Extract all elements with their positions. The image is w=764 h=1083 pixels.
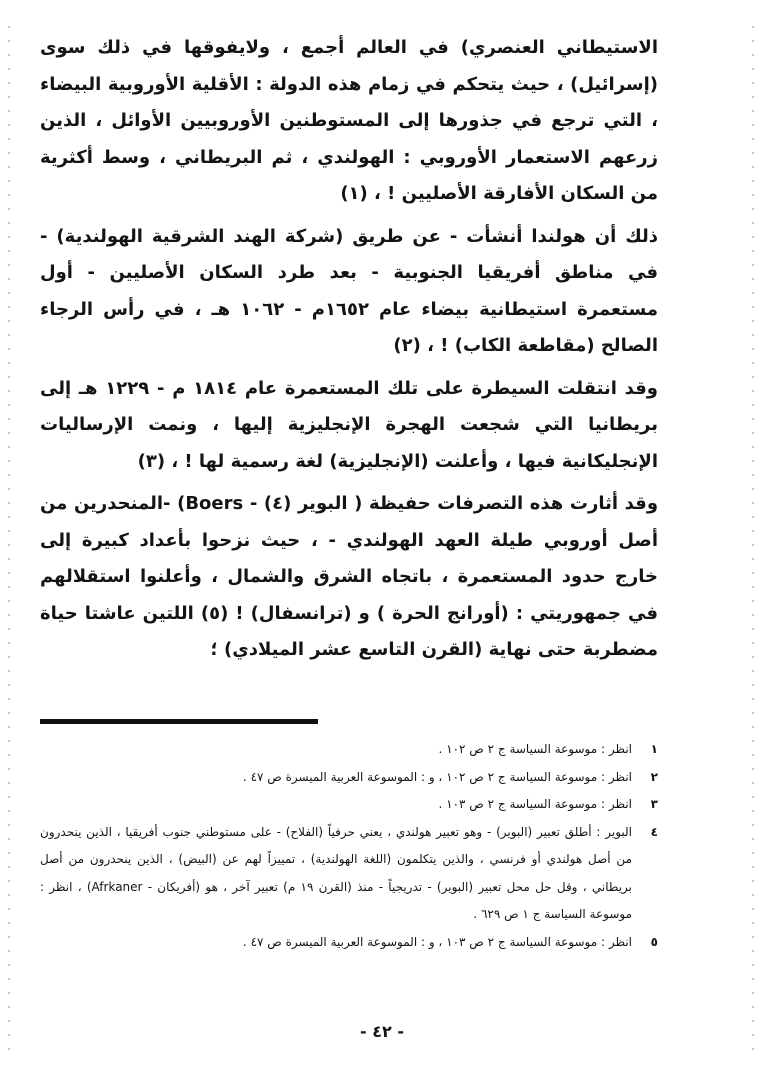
- footnote-number: ١: [650, 742, 658, 756]
- page-number: - ٤٢ -: [360, 1022, 404, 1041]
- left-margin-scan-dots: [8, 20, 10, 1060]
- footnote-text: انظر : موسوعة السياسة ج ٢ ص ١٠٢ ، و : الموسوعة العربية الميسرة ص ٤٧ .: [242, 769, 632, 784]
- paragraph-1: الاستيطاني العنصري) في العالم أجمع ، ولايفوقها في ذلك سوى (إسرائيل) ، حيث يتحكم في زمام هذه الدولة : الأقلية الأوروبية البيضاء ، التي ترجع في جذورها إلى المستوطنين الأوروبيين الأوائل ، الذين زرعهم الاستعمار الأوروبي : الهولندي ، ثم البريطاني ، وسط أكثرية من السكان الأفارقة الأصليين ! ، (١): [40, 37, 658, 204]
- footnote-text: انظر : موسوعة السياسة ج ٢ ص ١٠٢ .: [438, 742, 632, 756]
- footnote-number: ٣: [650, 797, 658, 811]
- paragraph-3: وقد انتقلت السيطرة على تلك المستعمرة عام ١٨١٤ م - ١٢٢٩ هـ إلى بريطانيا التي شجعت الهجرة الإنجليزية إليها ، ونمت الإرساليات الإنجليكانية فيها ، وأعلنت (الإنجليزية) لغة رسمية لها ! ، (٣): [40, 377, 658, 472]
- footnote-number: ٤: [650, 824, 658, 839]
- footnote-5: [40, 929, 658, 957]
- main-text: [40, 30, 658, 675]
- paragraph-4: وقد أثارت هذه التصرفات حفيظة ( البوير (٤) - Boers) -المنحدرين من أصل أوروبي طيلة العهد الهولندي - ، حيث نزحوا بأعداد كبيرة إلى خارج حدود المستعمرة ، باتجاه الشرق والشمال ، وأعلنوا استقلالهم في جمهوريتي : (أورانج الحرة ) و (ترانسفال) ! (٥) اللتين عاشتا حياة مضطربة حتى نهاية (القرن التاسع عشر الميلادي) ؛: [40, 493, 659, 660]
- footnote-1: [40, 736, 658, 764]
- right-margin-scan-dots: [752, 20, 754, 1060]
- footnote-number: ٥: [650, 934, 658, 949]
- footnote-separator: [40, 719, 318, 724]
- footnote-number: ٢: [650, 769, 658, 784]
- footnote-text: انظر : موسوعة السياسة ج ٢ ص ١٠٣ .: [438, 797, 632, 811]
- footnotes: [40, 736, 658, 956]
- footnote-3: [40, 791, 658, 819]
- footnote-4: [40, 819, 658, 929]
- footnote-text: انظر : موسوعة السياسة ج ٢ ص ١٠٣ ، و : الموسوعة العربية الميسرة ص ٤٧ .: [242, 934, 632, 949]
- paragraph-2: ذلك أن هولندا أنشأت - عن طريق (شركة الهند الشرقية الهولندية) - في مناطق أفريقيا الجنوبية - بعد طرد السكان الأصليين - أول مستعمرة استيطانية بيضاء عام ١٦٥٢م - ١٠٦٢ هـ ، في رأس الرجاء الصالح (مقاطعة الكاب) ! ، (٢): [40, 225, 658, 356]
- footnote-text: البوير : أطلق تعبير (البوير) - وهو تعبير هولندي ، يعني حرفياً (الفلاح) - على مستوطني جنوب أفريقيا ، الذين ينحدرون من أصل هولندي أو فرنسي ، والذين يتكلمون (اللغة الهولندية) ، تمييزاً لهم عن (البيض) ، الذين ينحدرون من أصل بريطاني ، وقل حل محل تعبير (البوير) - تدريجياً - منذ (القرن ١٩ م) تعبير آخر ، هو (أفريكان - Afrkaner) ، انظر : موسوعة السياسة ج ١ ص ٦٢٩ .: [40, 824, 632, 921]
- footnote-2: [40, 764, 658, 792]
